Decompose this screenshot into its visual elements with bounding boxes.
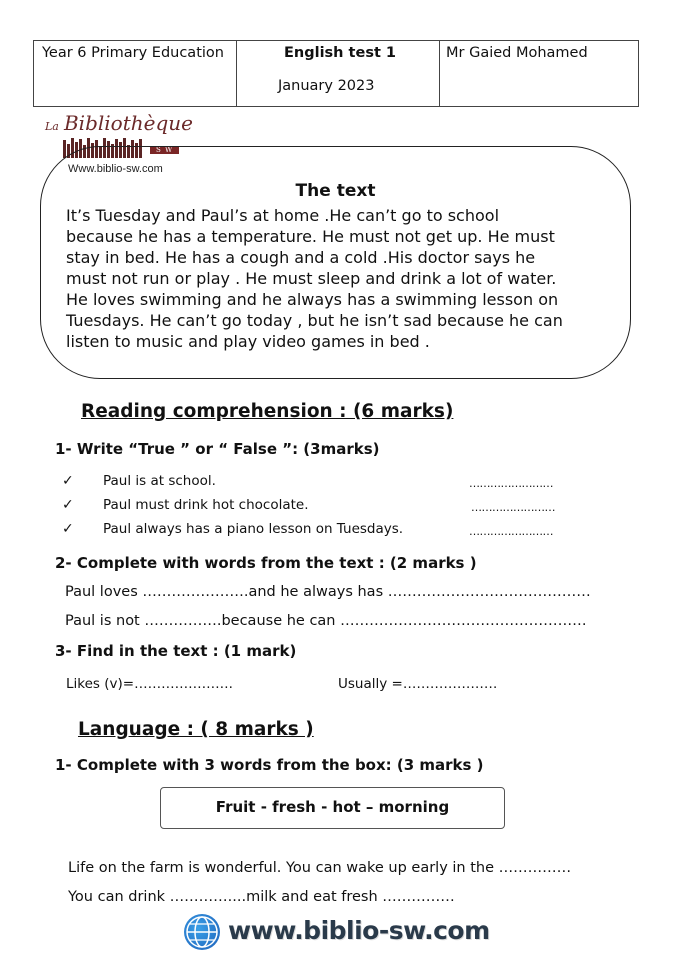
check-icon: ✓ <box>62 521 74 537</box>
header-table <box>33 40 639 107</box>
text-title: The text <box>295 181 376 201</box>
tf-statement: Paul is at school. <box>103 473 216 489</box>
find-usually[interactable]: Usually =………………… <box>338 676 498 692</box>
reading-text-content <box>40 146 631 379</box>
tf-statement: Paul must drink hot chocolate. <box>103 497 309 513</box>
teacher-name: Mr Gaied Mohamed <box>446 45 588 61</box>
check-icon: ✓ <box>62 473 74 489</box>
answer-blank[interactable]: …………………… <box>469 525 553 538</box>
logo-badge: S W <box>150 146 179 154</box>
text-line: It’s Tuesday and Paul’s at home .He can’t go to school <box>66 206 500 225</box>
find-likes[interactable]: Likes (v)=…………………. <box>66 676 233 692</box>
fill-line[interactable]: Life on the farm is wonderful. You can wake up early in the …………… <box>68 860 572 876</box>
word-box: Fruit - fresh - hot – morning <box>160 787 505 829</box>
text-line: must not run or play . He must sleep and drink a lot of water. <box>66 269 557 288</box>
question-3-title: 3- Find in the text : (1 mark) <box>55 642 297 660</box>
logo-prefix: La <box>45 120 59 133</box>
header-class-cell <box>34 41 237 106</box>
answer-blank[interactable]: …………………… <box>471 501 555 514</box>
fill-line[interactable]: You can drink …………....milk and eat fresh …………… <box>68 889 455 905</box>
header-test-cell <box>236 41 440 106</box>
globe-icon <box>184 914 220 950</box>
logo-website: Www.biblio-sw.com <box>68 163 163 175</box>
text-line: because he has a temperature. He must not get up. He must <box>66 227 555 246</box>
library-logo <box>45 111 193 135</box>
logo-name: Bibliothèque <box>63 111 193 135</box>
complete-line[interactable]: Paul loves ………………….and he always has …………………………………… <box>65 584 591 600</box>
reading-heading: Reading comprehension : (6 marks) <box>81 401 454 422</box>
test-date: January 2023 <box>278 78 375 94</box>
complete-line[interactable]: Paul is not …………….because he can …………………………………………… <box>65 613 587 629</box>
language-question-1-title: 1- Complete with 3 words from the box: (3 marks ) <box>55 756 484 774</box>
tf-statement: Paul always has a piano lesson on Tuesdays. <box>103 521 404 537</box>
footer-website[interactable]: www.biblio-sw.com <box>228 916 490 945</box>
text-line: listen to music and play video games in bed . <box>66 332 430 351</box>
question-2-title: 2- Complete with words from the text : (2 marks ) <box>55 554 477 572</box>
text-line: stay in bed. He has a cough and a cold .His doctor says he <box>66 248 536 267</box>
question-1-title: 1- Write “True ” or “ False ”: (3marks) <box>55 440 380 458</box>
check-icon: ✓ <box>62 497 74 513</box>
test-title: English test 1 <box>284 45 397 61</box>
text-line: He loves swimming and he always has a swimming lesson on <box>66 290 559 309</box>
answer-blank[interactable]: …………………… <box>469 477 553 490</box>
class-label: Year 6 Primary Education <box>42 45 224 61</box>
text-line: Tuesdays. He can’t go today , but he isn’t sad because he can <box>66 311 563 330</box>
language-heading: Language : ( 8 marks ) <box>78 719 314 740</box>
